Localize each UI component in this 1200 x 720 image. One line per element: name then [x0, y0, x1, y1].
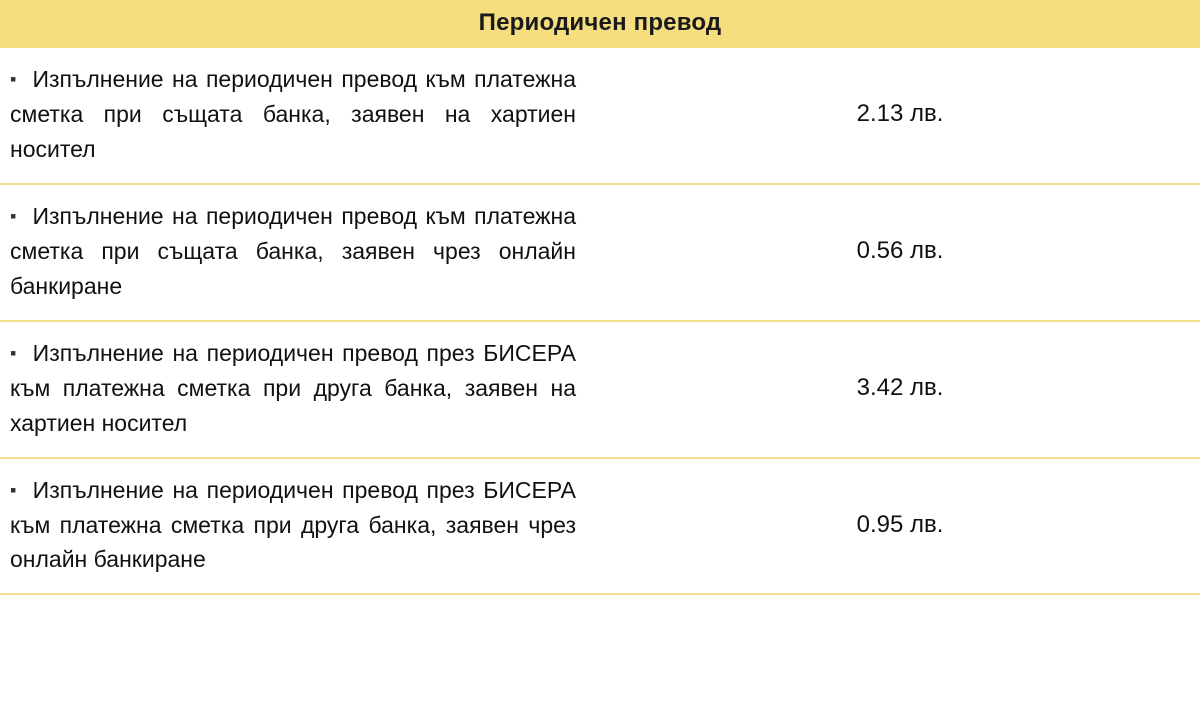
bullet-icon: ▪ — [10, 479, 19, 500]
fee-description-text: Изпълнение на периодичен превод към платежна сметка при същата банка, заявен чрез онлайн банкиране — [10, 202, 576, 299]
table-body — [0, 48, 1200, 594]
table-row — [0, 184, 1200, 321]
fee-description-cell — [0, 48, 600, 184]
fee-description-cell — [0, 321, 600, 458]
bullet-icon: ▪ — [10, 342, 19, 363]
table-header-row — [0, 0, 1200, 48]
table-head — [0, 0, 1200, 48]
fee-description-text: Изпълнение на периодичен превод към платежна сметка при същата банка, заявен на хартиен носител — [10, 66, 576, 162]
table-title: Периодичен превод — [0, 0, 1200, 48]
table-row — [0, 458, 1200, 595]
fee-price-cell: 3.42 лв. — [856, 374, 944, 402]
table-row — [0, 321, 1200, 458]
fee-price-cell: 0.56 лв. — [856, 237, 944, 265]
fee-description-text: Изпълнение на периодичен превод през БИСЕРА към платежна сметка при друга банка, заявен чрез онлайн банкиране — [10, 476, 576, 573]
fee-description-cell — [0, 184, 600, 321]
fee-description-cell — [0, 458, 600, 595]
fee-price-cell: 2.13 лв. — [856, 100, 944, 128]
fee-description-text: Изпълнение на периодичен превод през БИСЕРА към платежна сметка при друга банка, заявен на хартиен носител — [10, 339, 576, 436]
table-row — [0, 48, 1200, 184]
bullet-icon: ▪ — [10, 205, 19, 226]
bullet-icon: ▪ — [10, 69, 19, 89]
fee-price-cell: 0.95 лв. — [856, 511, 944, 538]
